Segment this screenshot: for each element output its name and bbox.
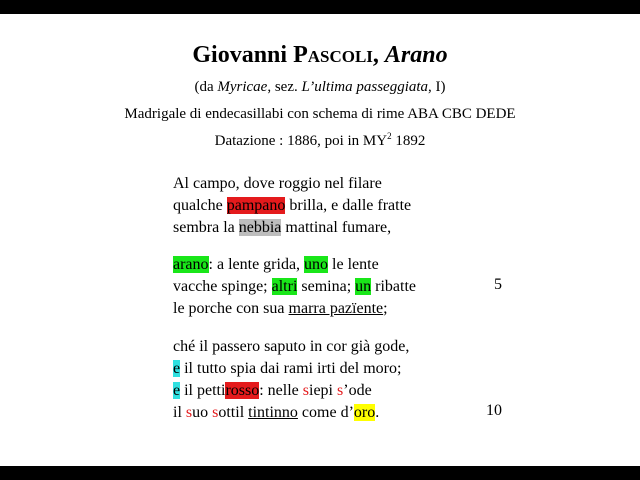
dating-post: 1892	[391, 133, 426, 149]
text: ottil	[218, 404, 249, 421]
highlight-arano: arano	[173, 256, 209, 273]
text: il petti	[180, 382, 226, 399]
stanza-2	[173, 254, 416, 320]
poem-line-6	[173, 298, 416, 320]
poem-line-2	[173, 195, 411, 217]
dating-sup: 2	[387, 131, 392, 141]
underline-tintinno: tintinno	[248, 404, 298, 421]
poem-line-7: ché il passero saputo in cor già gode,	[173, 338, 410, 355]
text: qualche	[173, 197, 227, 214]
dating-pre: Datazione : 1886, poi in MY	[214, 133, 388, 149]
text: .	[375, 404, 380, 421]
author-first-name: Giovanni	[192, 42, 288, 68]
poem-line-3	[173, 217, 411, 239]
poem-line-9	[173, 380, 409, 402]
red-s: s	[212, 404, 219, 421]
text: : a lente grida,	[208, 256, 305, 273]
source-mid: , sez.	[267, 79, 302, 95]
source-line	[0, 79, 640, 96]
source-pre: (da	[194, 79, 218, 95]
highlight-uno: uno	[304, 256, 329, 273]
highlight-altri: altri	[271, 278, 298, 295]
text: le porche con sua	[173, 300, 289, 317]
bottom-letterbox-bar	[0, 466, 640, 480]
highlight-un: un	[355, 278, 372, 295]
text: il tutto spia dai rami irti del moro;	[180, 360, 402, 377]
poem-line-4	[173, 254, 416, 276]
text: brilla, e dalle fratte	[285, 197, 412, 214]
text: sembra la	[173, 219, 239, 236]
red-s: s	[337, 382, 344, 399]
text: vacche spinge;	[173, 278, 272, 295]
work-title: Arano	[384, 42, 448, 68]
text: ribatte	[371, 278, 417, 295]
text: come d’	[297, 404, 354, 421]
highlight-e-1: e	[173, 360, 181, 377]
line-number-10: 10	[486, 402, 502, 419]
line-number-5: 5	[494, 276, 502, 293]
stanza-3	[173, 336, 409, 424]
poem-line-1: Al campo, dove roggio nel filare	[173, 175, 382, 192]
top-letterbox-bar	[0, 0, 640, 14]
poem-line-5	[173, 276, 416, 298]
highlight-rosso: rosso	[225, 382, 260, 399]
source-book: Myricae	[217, 79, 268, 95]
underline-marra-paziente: marra pazïente	[288, 300, 384, 317]
text: il	[173, 404, 186, 421]
highlight-pampano: pampano	[226, 197, 286, 214]
author-last-name: Pascoli	[293, 42, 373, 68]
highlight-e-2: e	[173, 382, 181, 399]
source-post: , I)	[428, 79, 446, 95]
text: ’ode	[343, 382, 372, 399]
red-s: s	[302, 382, 309, 399]
source-section: L’ultima passeggiata	[301, 79, 429, 95]
poem-line-10	[173, 402, 409, 424]
meter-description: Madrigale di endecasillabi con schema di rime ABA CBC DEDE	[124, 106, 516, 122]
stanza-1	[173, 173, 411, 239]
dating-line	[0, 133, 640, 150]
text: iepi	[309, 382, 337, 399]
poem-line-8	[173, 358, 409, 380]
text: semina;	[297, 278, 356, 295]
highlight-nebbia: nebbia	[238, 219, 282, 236]
text: : nelle	[259, 382, 303, 399]
text: uo	[192, 404, 213, 421]
page-title	[0, 42, 640, 69]
red-s: s	[185, 404, 193, 421]
highlight-oro: oro	[353, 404, 376, 421]
text: ;	[383, 300, 388, 317]
title-separator: ,	[372, 42, 385, 68]
text: le lente	[328, 256, 379, 273]
text: mattinal fumare,	[281, 219, 392, 236]
